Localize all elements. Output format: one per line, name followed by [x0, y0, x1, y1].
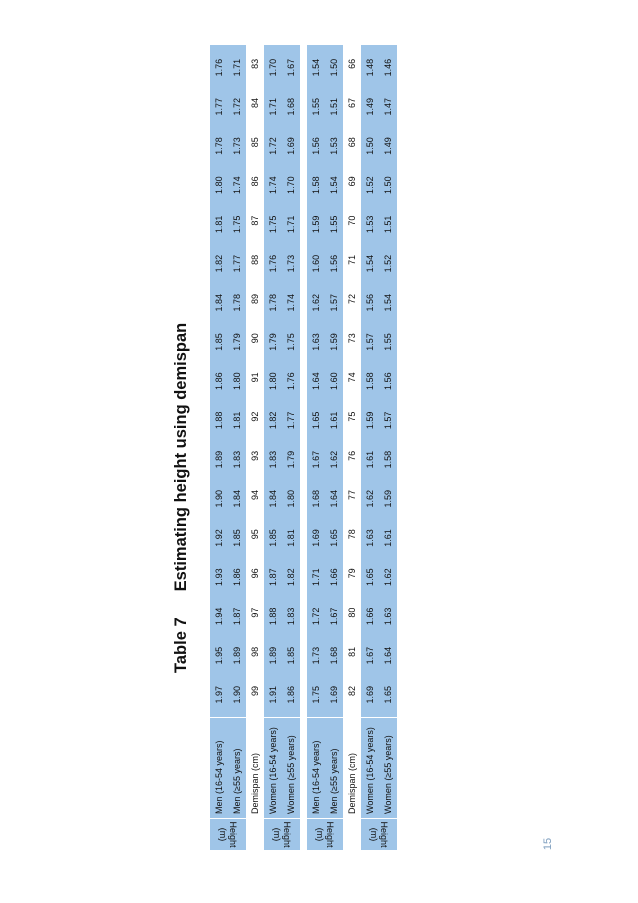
- table-cell: 1.88: [214, 411, 224, 430]
- table-cell: 1.54: [311, 58, 321, 77]
- table-cell: 1.69: [286, 137, 296, 155]
- table-cell: 73: [347, 333, 357, 344]
- table-cell: 1.78: [214, 137, 224, 155]
- table-cell: 1.74: [232, 176, 242, 194]
- table-cell: 1.82: [268, 411, 278, 430]
- table-cell: 1.61: [329, 411, 339, 430]
- table-cell: 1.63: [311, 333, 321, 351]
- table-cell: 1.67: [365, 646, 375, 665]
- table-cell: 1.65: [365, 568, 375, 586]
- demispan-row: [343, 45, 361, 850]
- table-cell: 1.78: [268, 294, 278, 312]
- table-cell: 1.56: [329, 254, 339, 273]
- table-cell: 1.64: [311, 372, 321, 390]
- table-cell: 1.50: [383, 176, 393, 194]
- table-cell: 1.87: [268, 568, 278, 586]
- column-divider: [210, 717, 300, 718]
- table-cell: 1.53: [365, 215, 375, 234]
- table-cell: 1.60: [329, 372, 339, 390]
- table-cell: 72: [347, 294, 357, 305]
- table-cell: 96: [250, 568, 260, 579]
- table-cell: 1.80: [286, 490, 296, 508]
- table-cell: 1.66: [329, 568, 339, 586]
- table-cell: 69: [347, 176, 357, 187]
- table-cell: 1.62: [383, 568, 393, 586]
- table-cell: 1.75: [232, 215, 242, 234]
- table-cell: 1.81: [214, 215, 224, 234]
- table-cell: 1.77: [232, 254, 242, 273]
- height-row: [264, 45, 282, 850]
- table-cell: 1.87: [232, 607, 242, 626]
- table-cell: 1.73: [311, 646, 321, 665]
- table-cell: 1.74: [286, 294, 296, 312]
- table-cell: 1.85: [268, 529, 278, 547]
- table-cell: 1.79: [268, 333, 278, 351]
- table-cell: 1.70: [286, 176, 296, 194]
- table-cell: 1.77: [214, 98, 224, 116]
- table-cell: 1.70: [268, 58, 278, 77]
- page-title: [172, 323, 191, 673]
- table-cell: 85: [250, 137, 260, 148]
- table-cell: 71: [347, 254, 357, 265]
- table-cell: 76: [347, 450, 357, 461]
- table-cell: 1.86: [232, 568, 242, 586]
- table-cell: 1.57: [365, 333, 375, 351]
- table-cell: 1.58: [383, 450, 393, 469]
- table-cell: 1.59: [311, 215, 321, 234]
- table-cell: 1.79: [286, 450, 296, 469]
- side-label-text: Height (m): [218, 821, 238, 848]
- table-cell: 1.92: [214, 529, 224, 547]
- side-label-text: Height (m): [315, 821, 335, 848]
- table-cell: 1.89: [268, 646, 278, 665]
- table-cell: 78: [347, 529, 357, 540]
- row-label: Men (≥55 years): [329, 748, 339, 814]
- table-cell: 1.90: [214, 490, 224, 508]
- table-cell: 94: [250, 490, 260, 501]
- table-cell: 1.52: [383, 254, 393, 273]
- table-cell: 1.58: [365, 372, 375, 390]
- table-cell: 1.83: [286, 607, 296, 626]
- table-cell: 1.75: [311, 686, 321, 704]
- table-cell: 67: [347, 98, 357, 109]
- height-row: [379, 45, 397, 850]
- table-cell: 1.64: [383, 646, 393, 665]
- table-cell: 1.82: [286, 568, 296, 586]
- table-cell: 1.79: [232, 333, 242, 351]
- table-cell: 1.85: [232, 529, 242, 547]
- table-cell: 95: [250, 529, 260, 540]
- table-cell: 1.49: [383, 137, 393, 155]
- table-cell: 1.67: [329, 607, 339, 626]
- table-cell: 1.62: [329, 450, 339, 469]
- table-cell: 87: [250, 215, 260, 226]
- table-cell: 1.94: [214, 607, 224, 626]
- table-cell: 99: [250, 686, 260, 697]
- table-cell: 1.53: [329, 137, 339, 155]
- table-cell: 89: [250, 294, 260, 305]
- row-label: Demispan (cm): [250, 752, 260, 814]
- table-cell: 1.63: [365, 529, 375, 547]
- table-cell: 1.60: [311, 254, 321, 273]
- table-cell: 1.90: [232, 686, 242, 704]
- table-cell: 1.73: [286, 254, 296, 273]
- table-cell: 66: [347, 58, 357, 69]
- row-label: Women (16-54 years): [365, 727, 375, 814]
- row-label: Men (16-54 years): [311, 740, 321, 814]
- section-gap: [300, 45, 307, 850]
- table-cell: 68: [347, 137, 357, 148]
- table-cell: 1.76: [214, 58, 224, 77]
- table-cell: 1.69: [329, 686, 339, 704]
- table-cell: 1.82: [214, 254, 224, 273]
- table-cell: 1.59: [329, 333, 339, 351]
- table-cell: 1.77: [286, 411, 296, 430]
- row-label: Women (≥55 years): [286, 735, 296, 814]
- table-heading: Estimating height using demispan: [172, 322, 190, 592]
- row-label: Women (≥55 years): [383, 735, 393, 814]
- table-cell: 1.84: [214, 294, 224, 312]
- table-cell: 1.86: [286, 686, 296, 704]
- height-row: [307, 45, 325, 850]
- table-cell: 1.61: [365, 450, 375, 469]
- table-cell: 81: [347, 646, 357, 657]
- table-cell: 1.85: [214, 333, 224, 351]
- table-cell: 77: [347, 490, 357, 501]
- table-cell: 1.54: [383, 294, 393, 312]
- table-cell: 1.55: [311, 98, 321, 116]
- table-cell: 1.78: [232, 294, 242, 312]
- table-cell: 1.65: [383, 686, 393, 704]
- table-cell: 1.56: [311, 137, 321, 155]
- table-cell: 92: [250, 411, 260, 422]
- table-cell: 1.88: [268, 607, 278, 626]
- table-cell: 70: [347, 215, 357, 226]
- height-row: [228, 45, 246, 850]
- table-cell: 1.48: [365, 58, 375, 77]
- table-cell: 1.95: [214, 646, 224, 665]
- table-cell: 1.80: [232, 372, 242, 390]
- page-number: 15: [542, 837, 554, 851]
- table-cell: 1.58: [311, 176, 321, 194]
- table-cell: 1.72: [311, 607, 321, 626]
- table-cell: 1.89: [214, 450, 224, 469]
- side-label-text: Height (m): [272, 821, 292, 848]
- height-side-label: [307, 818, 343, 850]
- table-cell: 1.50: [329, 58, 339, 77]
- table-cell: 82: [347, 686, 357, 697]
- table-cell: 1.97: [214, 686, 224, 704]
- demispan-row: [246, 45, 264, 850]
- row-label: Women (16-54 years): [268, 727, 278, 814]
- table-cell: 79: [347, 568, 357, 579]
- table-cell: 1.59: [365, 411, 375, 430]
- table-cell: 1.76: [268, 254, 278, 273]
- table-cell: 1.74: [268, 176, 278, 194]
- table-cell: 1.50: [365, 137, 375, 155]
- demispan-height-table: [210, 45, 447, 850]
- table-cell: 1.73: [232, 137, 242, 155]
- column-divider: [307, 717, 397, 718]
- table-cell: 1.57: [383, 411, 393, 430]
- table-cell: 1.68: [311, 490, 321, 508]
- table-cell: 1.65: [329, 529, 339, 547]
- table-cell: 98: [250, 646, 260, 657]
- table-cell: 90: [250, 333, 260, 344]
- table-cell: 88: [250, 254, 260, 265]
- table-cell: 1.91: [268, 686, 278, 704]
- table-cell: 1.83: [232, 450, 242, 469]
- table-cell: 1.71: [286, 215, 296, 234]
- table-cell: 1.72: [268, 137, 278, 155]
- row-label: Men (16-54 years): [214, 740, 224, 814]
- table-cell: 91: [250, 372, 260, 383]
- table-cell: 1.55: [329, 215, 339, 234]
- table-cell: 83: [250, 58, 260, 69]
- table-cell: 1.54: [365, 254, 375, 273]
- table-cell: 1.54: [329, 176, 339, 194]
- table-cell: 1.57: [329, 294, 339, 312]
- table-cell: 1.93: [214, 568, 224, 586]
- table-cell: 1.75: [286, 333, 296, 351]
- table-cell: 1.55: [383, 333, 393, 351]
- table-cell: 1.85: [286, 646, 296, 665]
- table-cell: 1.49: [365, 98, 375, 116]
- table-cell: 1.71: [311, 568, 321, 586]
- table-cell: 1.52: [365, 176, 375, 194]
- table-cell: 1.75: [268, 215, 278, 234]
- table-cell: 1.64: [329, 490, 339, 508]
- table-cell: 1.67: [311, 450, 321, 469]
- height-side-label: [361, 818, 397, 850]
- table-label: Table 7: [172, 617, 190, 673]
- table-cell: 1.56: [365, 294, 375, 312]
- table-cell: 1.84: [232, 490, 242, 508]
- table-cell: 1.81: [286, 529, 296, 547]
- table-cell: 74: [347, 372, 357, 383]
- table-cell: 97: [250, 607, 260, 618]
- table-cell: 1.47: [383, 98, 393, 116]
- table-cell: 1.61: [383, 529, 393, 547]
- table-cell: 1.68: [286, 98, 296, 116]
- table-cell: 1.62: [311, 294, 321, 312]
- table-cell: 1.84: [268, 490, 278, 508]
- table-cell: 1.51: [329, 98, 339, 116]
- table-cell: 1.86: [214, 372, 224, 390]
- table-cell: 1.81: [232, 411, 242, 430]
- table-cell: 84: [250, 98, 260, 109]
- table-cell: 1.72: [232, 98, 242, 116]
- table-cell: 1.69: [365, 686, 375, 704]
- table-cell: 1.89: [232, 646, 242, 665]
- table-cell: 1.71: [268, 98, 278, 116]
- table-cell: 1.56: [383, 372, 393, 390]
- height-row: [325, 45, 343, 850]
- side-label-text: Height (m): [369, 821, 389, 848]
- table-cell: 1.76: [286, 372, 296, 390]
- table-cell: 1.80: [214, 176, 224, 194]
- table-cell: 1.67: [286, 58, 296, 77]
- table-cell: 1.46: [383, 58, 393, 77]
- row-label: Demispan (cm): [347, 752, 357, 814]
- height-row: [361, 45, 379, 850]
- table-cell: 1.63: [383, 607, 393, 626]
- height-row: [282, 45, 300, 850]
- table-cell: 1.71: [232, 58, 242, 77]
- height-side-label: [210, 818, 246, 850]
- table-cell: 1.83: [268, 450, 278, 469]
- table-cell: 75: [347, 411, 357, 422]
- table-cell: 1.65: [311, 411, 321, 430]
- height-row: [210, 45, 228, 850]
- table-cell: 1.66: [365, 607, 375, 626]
- table-cell: 1.69: [311, 529, 321, 547]
- table-cell: 1.68: [329, 646, 339, 665]
- table-cell: 80: [347, 607, 357, 618]
- table-cell: 1.51: [383, 215, 393, 234]
- row-label: Men (≥55 years): [232, 748, 242, 814]
- table-cell: 1.80: [268, 372, 278, 390]
- table-cell: 86: [250, 176, 260, 187]
- height-side-label: [264, 818, 300, 850]
- table-cell: 93: [250, 450, 260, 461]
- table-cell: 1.62: [365, 490, 375, 508]
- table-cell: 1.59: [383, 490, 393, 508]
